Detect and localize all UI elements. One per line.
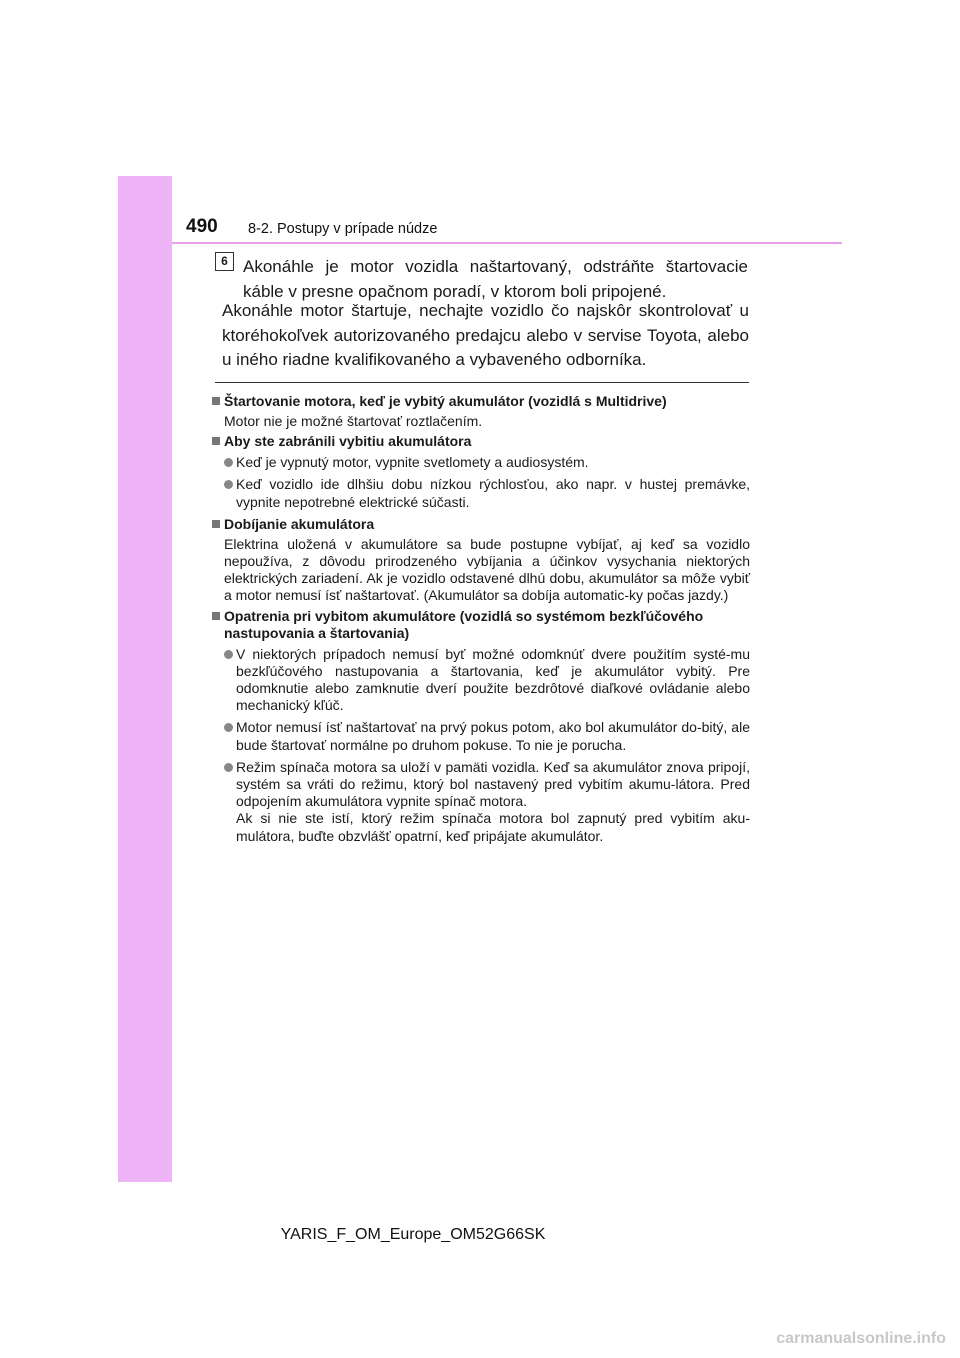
- step-note: Akonáhle motor štartuje, nechajte vozidlo čo najskôr skontrolovať u ktoréhokoľvek autorizovaného predajcu alebo v servise Toyota, alebo u iného riadne kvalifikovaného a vybaveného odborníka.: [222, 301, 749, 369]
- bullet-item: Keď vozidlo ide dlhšiu dobu nízkou rýchlosťou, ako napr. v hustej premávke, vypnite nepotrebné elektrické súčasti.: [212, 476, 750, 510]
- bullet-item: V niektorých prípadoch nemusí byť možné odomknúť dvere použitím systé-mu bezkľúčového nastupovania a štartovania, keď je akumulátor vybitý. Pre odomknutie alebo zamknutie dverí použite bezdrôtové diaľkové ovládanie alebo mechanický kľúč.: [212, 646, 750, 715]
- square-bullet-icon: [212, 397, 220, 405]
- circle-bullet-icon: [224, 480, 233, 489]
- watermark: carmanualsonline.info: [776, 1330, 946, 1347]
- circle-bullet-icon: [224, 723, 233, 732]
- section-title: 8-2. Postupy v prípade núdze: [248, 221, 438, 237]
- notes-section: [212, 390, 750, 850]
- header-divider: [172, 242, 842, 244]
- square-bullet-icon: [212, 520, 220, 528]
- square-bullet-icon: [212, 437, 220, 445]
- bullet-item: Režim spínača motora sa uloží v pamäti vozidla. Keď sa akumulátor znova pripojí, systém sa vráti do režimu, ktorý bol nastavený pred vybitím akumu-látora. Pred odpojením akumulátora vypnite spínač motora. Ak si nie ste istí, ktorý režim spínača motora bol zapnutý pred vybitím aku-mulátora, buďte obzvlášť opatrní, keď pripájate akumulátor.: [212, 759, 750, 845]
- circle-bullet-icon: [224, 763, 233, 772]
- note-heading: Dobíjanie akumulátora: [212, 516, 750, 533]
- note-body: Motor nie je možné štartovať roztlačením.: [224, 413, 483, 429]
- note-body: Elektrina uložená v akumulátore sa bude postupne vybíjať, aj keď sa vozidlo nepoužíva, z dôvodu prirodzeného vybíjania a účinkov vysychania niektorých elektrických zariadení. Ak je vozidlo odstavené dlhú dobu, akumulátor sa môže vybiť a motor nemusí ísť naštartovať. (Akumulátor sa dobíja automatic-ky počas jazdy.): [224, 535, 750, 604]
- step-number-badge: 6: [215, 252, 234, 271]
- document-footer: YARIS_F_OM_Europe_OM52G66SK: [280, 1226, 546, 1243]
- circle-bullet-icon: [224, 650, 233, 659]
- bullet-item: Keď je vypnutý motor, vypnite svetlomety a audiosystém.: [212, 454, 750, 471]
- square-bullet-icon: [212, 612, 220, 620]
- chapter-side-tab: [118, 176, 172, 1182]
- bullet-item: Motor nemusí ísť naštartovať na prvý pokus potom, ako bol akumulátor do-bitý, ale bude štartovať normálne po druhom pokuse. To nie je porucha.: [212, 719, 750, 753]
- note-heading: Aby ste zabránili vybitiu akumulátora: [212, 433, 750, 450]
- page-number: 490: [186, 216, 218, 237]
- bullet-continuation: Ak si nie ste istí, ktorý režim spínača motora bol zapnutý pred vybitím aku-mulátora, buďte obzvlášť opatrní, keď pripájate akumulátor.: [236, 810, 750, 844]
- step-text: Akonáhle je motor vozidla naštartovaný, odstráňte štartovacie káble v presne opačnom poradí, v ktorom boli pripojené.: [243, 257, 748, 301]
- note-heading: Štartovanie motora, keď je vybitý akumulátor (vozidlá s Multidrive): [212, 393, 750, 410]
- circle-bullet-icon: [224, 458, 233, 467]
- note-heading: Opatrenia pri vybitom akumulátore (vozidlá so systémom bezkľúčového nastupovania a štartovania): [212, 608, 750, 642]
- section-divider: [215, 382, 749, 383]
